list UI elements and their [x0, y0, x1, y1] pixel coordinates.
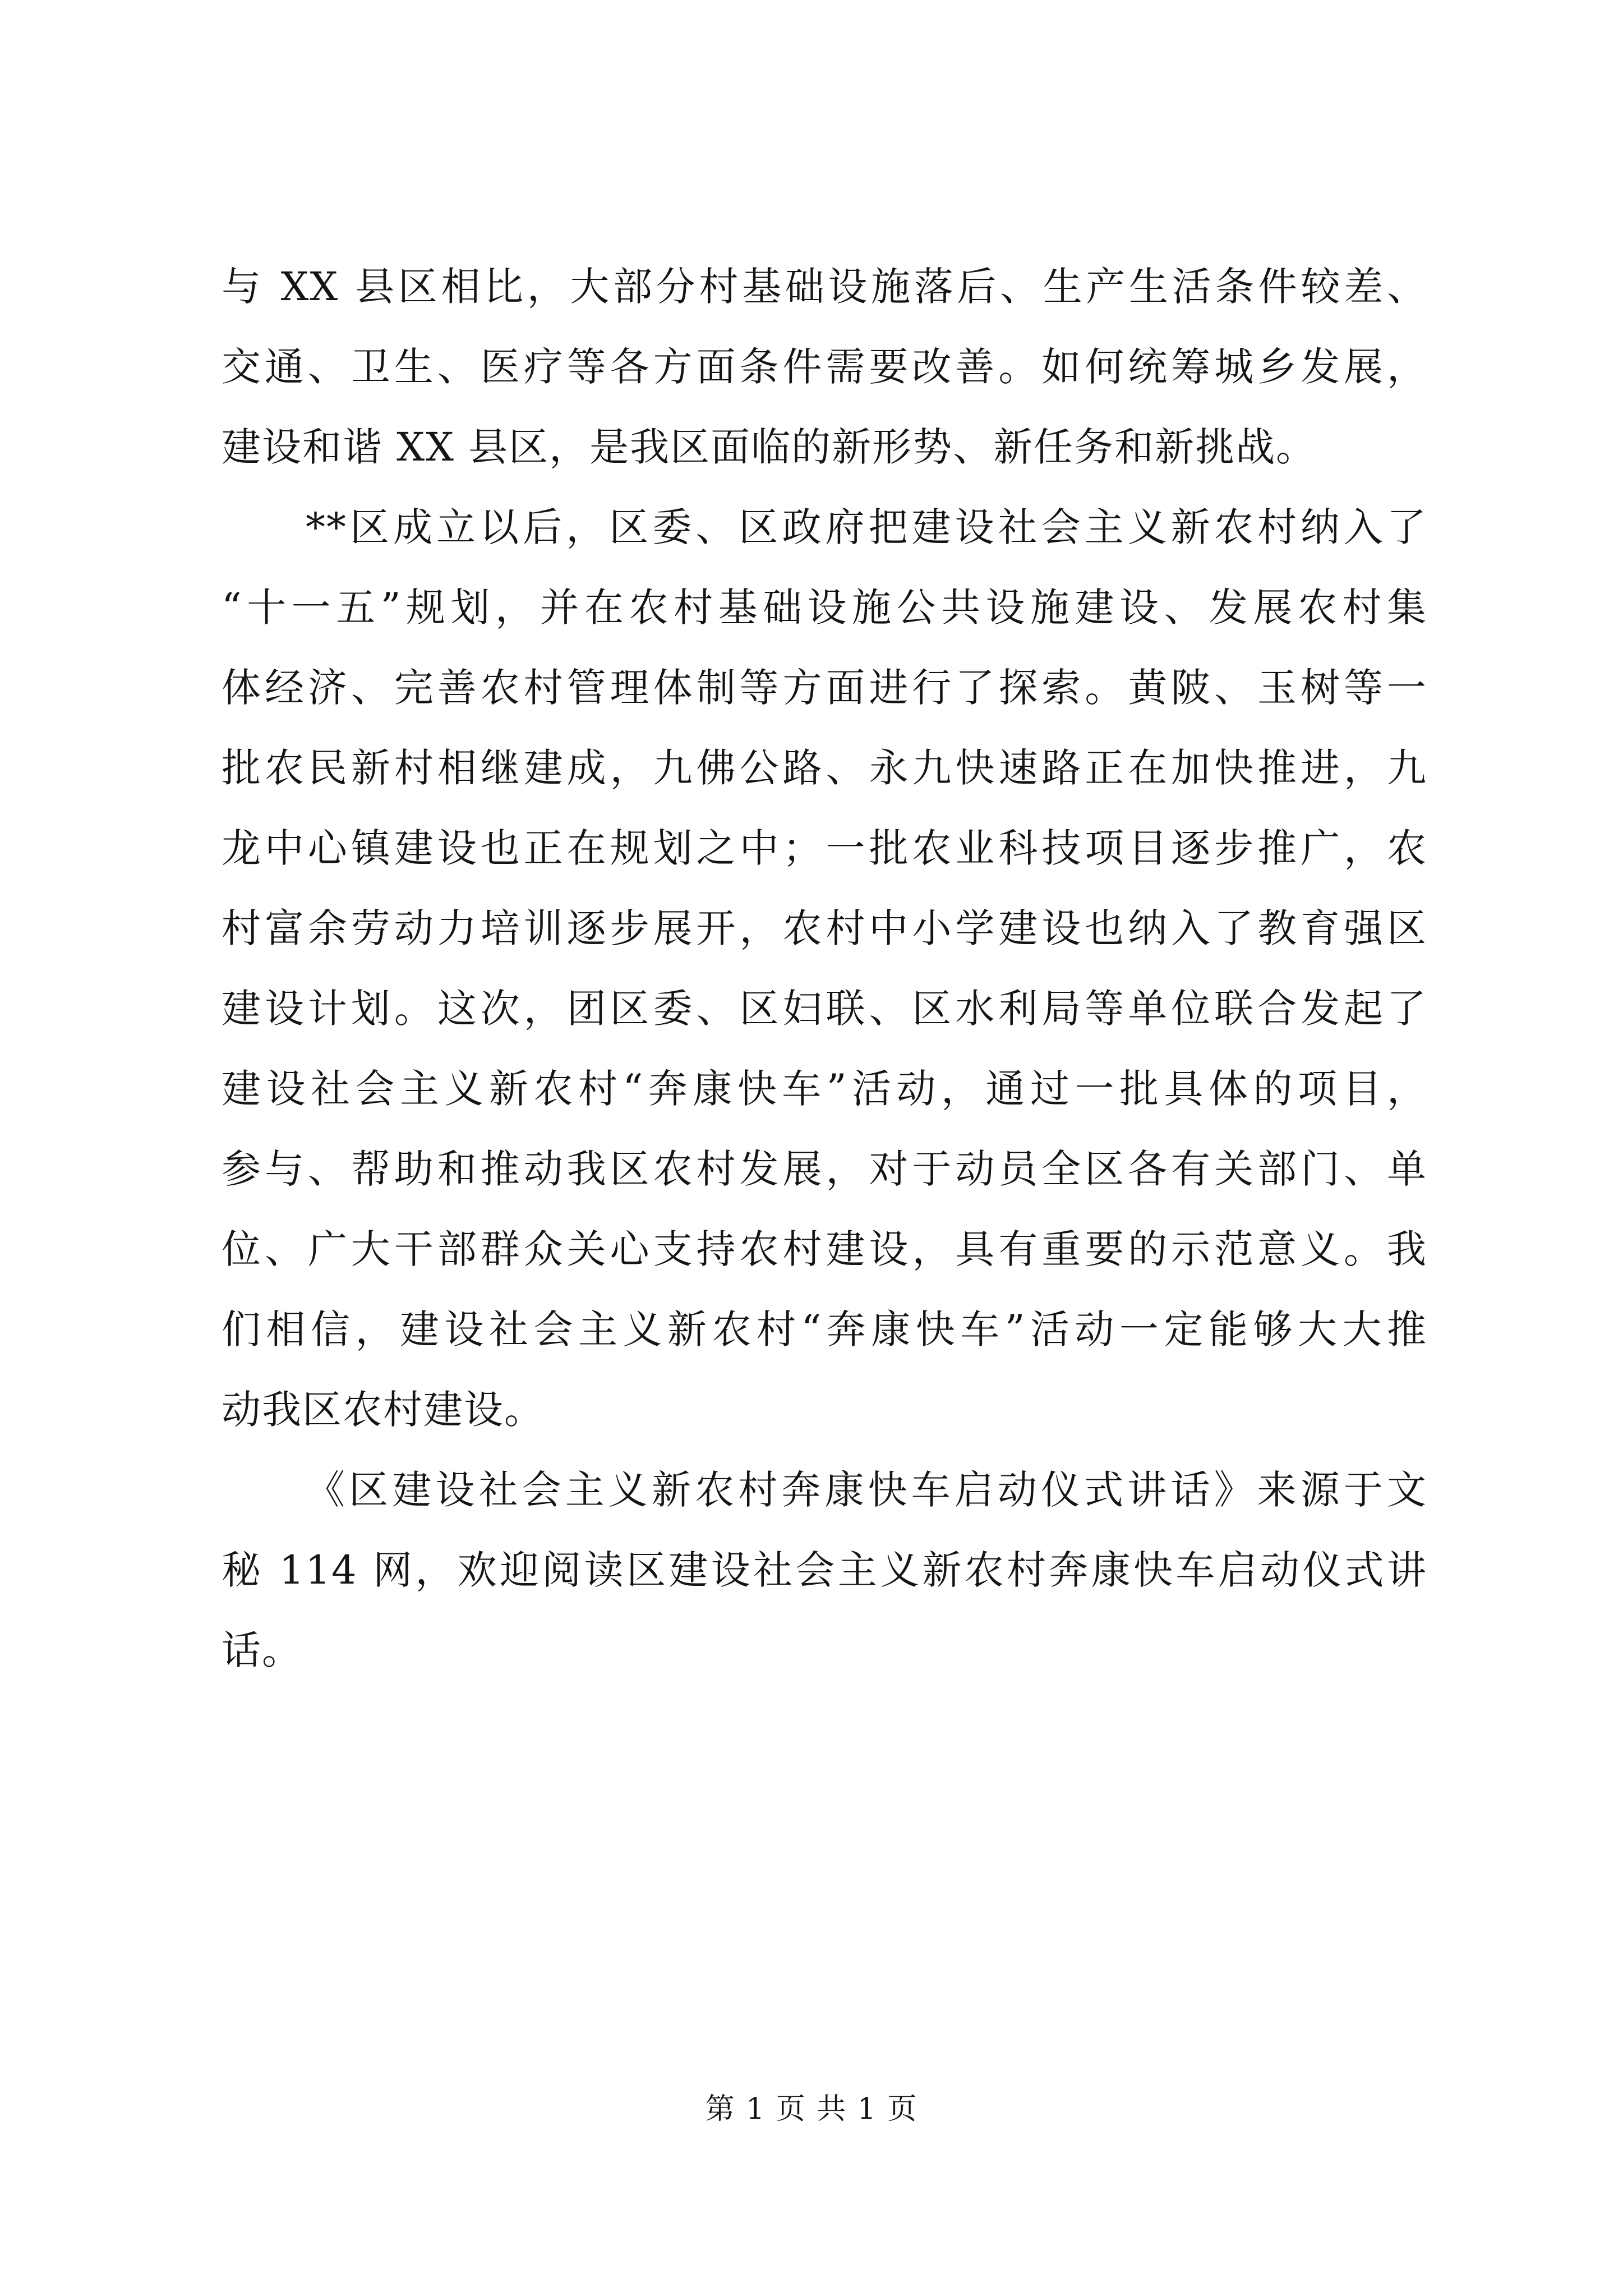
- text-line: 建设社会主义新农村“奔康快车”活动，通过一批具体的项目，: [222, 1066, 1427, 1112]
- text-line: 建设和谐 XX 县区，是我区面临的新形势、新任务和新挑战。: [222, 424, 1317, 470]
- text-line: 交通、卫生、医疗等各方面条件需要改善。如何统筹城乡发展，: [222, 344, 1427, 390]
- paragraph-2: [222, 487, 1427, 1450]
- text-line: 秘 114 网，欢迎阅读区建设社会主义新农村奔康快车启动仪式讲: [222, 1547, 1427, 1593]
- text-line: 龙中心镇建设也正在规划之中；一批农业科技项目逐步推广，农: [222, 825, 1427, 871]
- document-body: [222, 247, 1427, 1691]
- text-line: 批农民新村相继建成，九佛公路、永九快速路正在加快推进，九: [222, 745, 1427, 791]
- text-line: 与 XX 县区相比，大部分村基础设施落后、生产生活条件较差、: [222, 264, 1427, 310]
- text-line: 《区建设社会主义新农村奔康快车启动仪式讲话》来源于文: [306, 1467, 1427, 1513]
- text-line: 参与、帮助和推动我区农村发展，对于动员全区各有关部门、单: [222, 1146, 1427, 1192]
- page-footer: 第 1 页 共 1 页: [705, 2092, 918, 2126]
- paragraph-3: [222, 1450, 1427, 1691]
- text-line: “十一五”规划，并在农村基础设施公共设施建设、发展农村集: [222, 585, 1427, 631]
- text-line: 动我区农村建设。: [222, 1387, 545, 1433]
- text-line: **区成立以后，区委、区政府把建设社会主义新农村纳入了: [306, 504, 1427, 550]
- text-line: 体经济、完善农村管理体制等方面进行了探索。黄陂、玉树等一: [222, 665, 1427, 711]
- text-line: 话。: [222, 1627, 302, 1673]
- text-line: 建设计划。这次，团区委、区妇联、区水利局等单位联合发起了: [222, 986, 1427, 1032]
- text-line: 位、广大干部群众关心支持农村建设，具有重要的示范意义。我: [222, 1226, 1427, 1272]
- paragraph-1: [222, 247, 1427, 487]
- text-line: 们相信，建设社会主义新农村“奔康快车”活动一定能够大大推: [222, 1306, 1427, 1352]
- text-line: 村富余劳动力培训逐步展开，农村中小学建设也纳入了教育强区: [222, 905, 1427, 951]
